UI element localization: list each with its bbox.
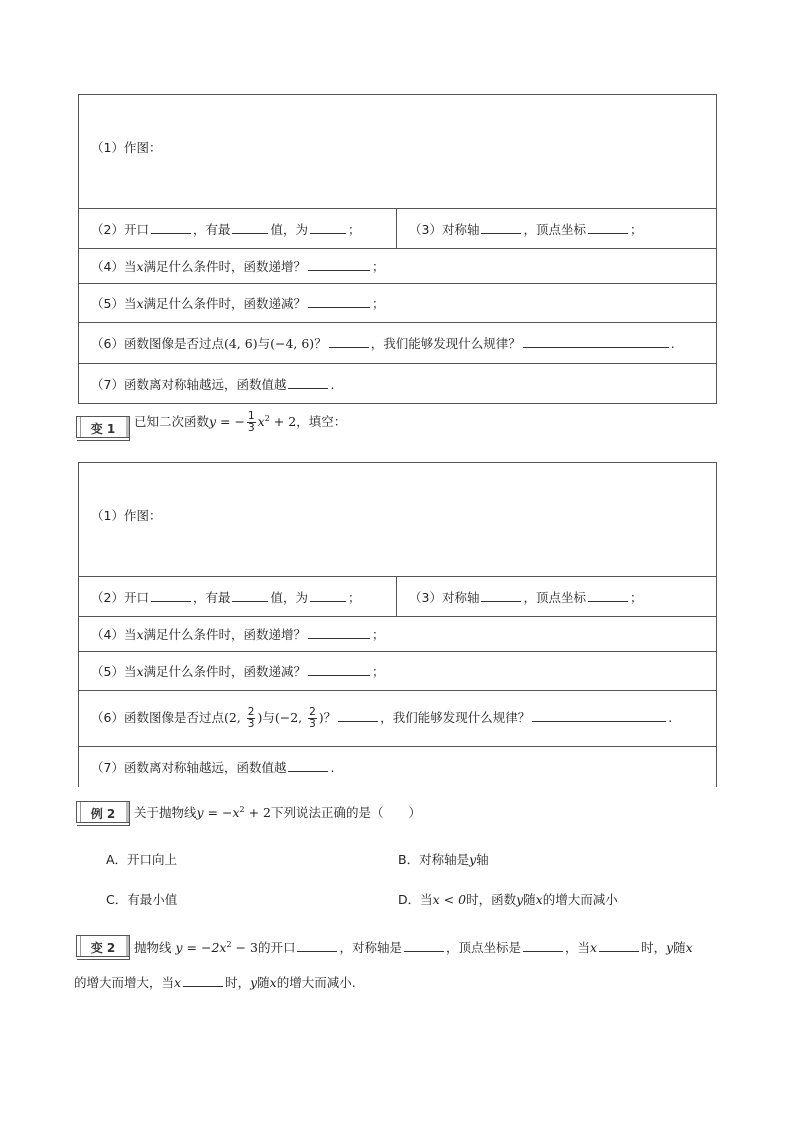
row-decreasing: （5）当x满足什么条件时，函数递减？ ；: [79, 652, 717, 691]
blank-rule[interactable]: [523, 334, 669, 348]
variant-1-prompt: 已知二次函数y = − $\frac{1}{3}$ $x^2 + 2$，填空：: [134, 410, 347, 434]
example-2-prompt: 关于抛物线$y = -x^2 + 2$下列说法正确的是（ ）: [134, 804, 422, 820]
blank-increasing[interactable]: [308, 257, 370, 271]
blank-decreasing[interactable]: [308, 662, 370, 676]
blank-opening[interactable]: [151, 220, 191, 234]
question-table-2: [78, 462, 717, 787]
question-table-1: [78, 94, 717, 404]
blank-increasing[interactable]: [308, 625, 370, 639]
blank-v2-opening[interactable]: [297, 938, 337, 952]
fraction-two-thirds: $\frac{2}{3}$: [309, 706, 316, 730]
row-increasing: （4）当x满足什么条件时，函数递增？ ；: [79, 249, 717, 284]
blank-extreme[interactable]: [232, 220, 268, 234]
blank-vertex[interactable]: [588, 588, 628, 602]
blank-far[interactable]: [288, 758, 328, 772]
blank-v2-vertex[interactable]: [523, 938, 563, 952]
variant-2-tag: 变 2: [76, 935, 130, 957]
blank-axis[interactable]: [481, 220, 521, 234]
blank-opening[interactable]: [151, 588, 191, 602]
option-b[interactable]: B．对称轴是y轴: [398, 852, 489, 867]
blank-value[interactable]: [310, 220, 346, 234]
row-opening: （2）开口 ，有最 值，为 ；: [79, 577, 397, 617]
variant-2-line-1: 抛物线 $y = -2x^2 - 3$的开口 ，对称轴是 ，顶点坐标是 ，当x 时，y随x: [134, 939, 693, 955]
blank-points[interactable]: [329, 334, 369, 348]
row-far: （7）函数离对称轴越远，函数值越 .: [79, 364, 717, 404]
row-draw: （1）作图：: [79, 463, 717, 577]
option-d[interactable]: D．当x < 0时，函数y随x的增大而减小: [398, 892, 618, 907]
row-points: （6）函数图像是否过点(4, 6)与(−4, 6)？ ，我们能够发现什么规律？ .: [79, 323, 717, 364]
option-c[interactable]: C．有最小值: [106, 892, 178, 907]
example-2-tag: 例 2: [76, 801, 130, 823]
row-decreasing: （5）当x满足什么条件时，函数递减？ ；: [79, 284, 717, 323]
blank-axis[interactable]: [481, 588, 521, 602]
blank-rule[interactable]: [532, 708, 666, 722]
fraction-one-third: $\frac{1}{3}$: [247, 410, 255, 434]
blank-v2-axis[interactable]: [404, 938, 444, 952]
blank-value[interactable]: [310, 588, 346, 602]
label-draw: （1）作图：: [91, 140, 162, 155]
blank-far[interactable]: [288, 375, 328, 389]
row-opening: （2）开口 ，有最 值，为 ；: [79, 209, 397, 249]
variant-2-line-2: 的增大而增大，当x 时，y随x的增大而减小.: [74, 975, 356, 990]
row-draw: [79, 95, 717, 209]
row-increasing: （4）当x满足什么条件时，函数递增？ ；: [79, 617, 717, 652]
row-far: （7）函数离对称轴越远，函数值越 .: [79, 747, 717, 787]
row-axis: （3）对称轴 ，顶点坐标 ；: [397, 209, 717, 249]
row-axis: （3）对称轴 ，顶点坐标 ；: [397, 577, 717, 617]
option-a[interactable]: A．开口向上: [106, 852, 178, 867]
fraction-two-thirds: $\frac{2}{3}$: [247, 706, 255, 730]
blank-points[interactable]: [338, 708, 378, 722]
row-points: （6）函数图像是否过点(2, $\frac{2}{3}$ )与(−2, $\frac{2}{3}$ )？ ，我们能够发现什么规律？ .: [79, 691, 717, 747]
blank-extreme[interactable]: [232, 588, 268, 602]
blank-v2-decrease-cond[interactable]: [183, 973, 223, 987]
blank-vertex[interactable]: [588, 220, 628, 234]
variant-1-tag: 变 1: [76, 416, 130, 438]
blank-decreasing[interactable]: [308, 294, 370, 308]
blank-v2-increase-cond[interactable]: [599, 938, 639, 952]
